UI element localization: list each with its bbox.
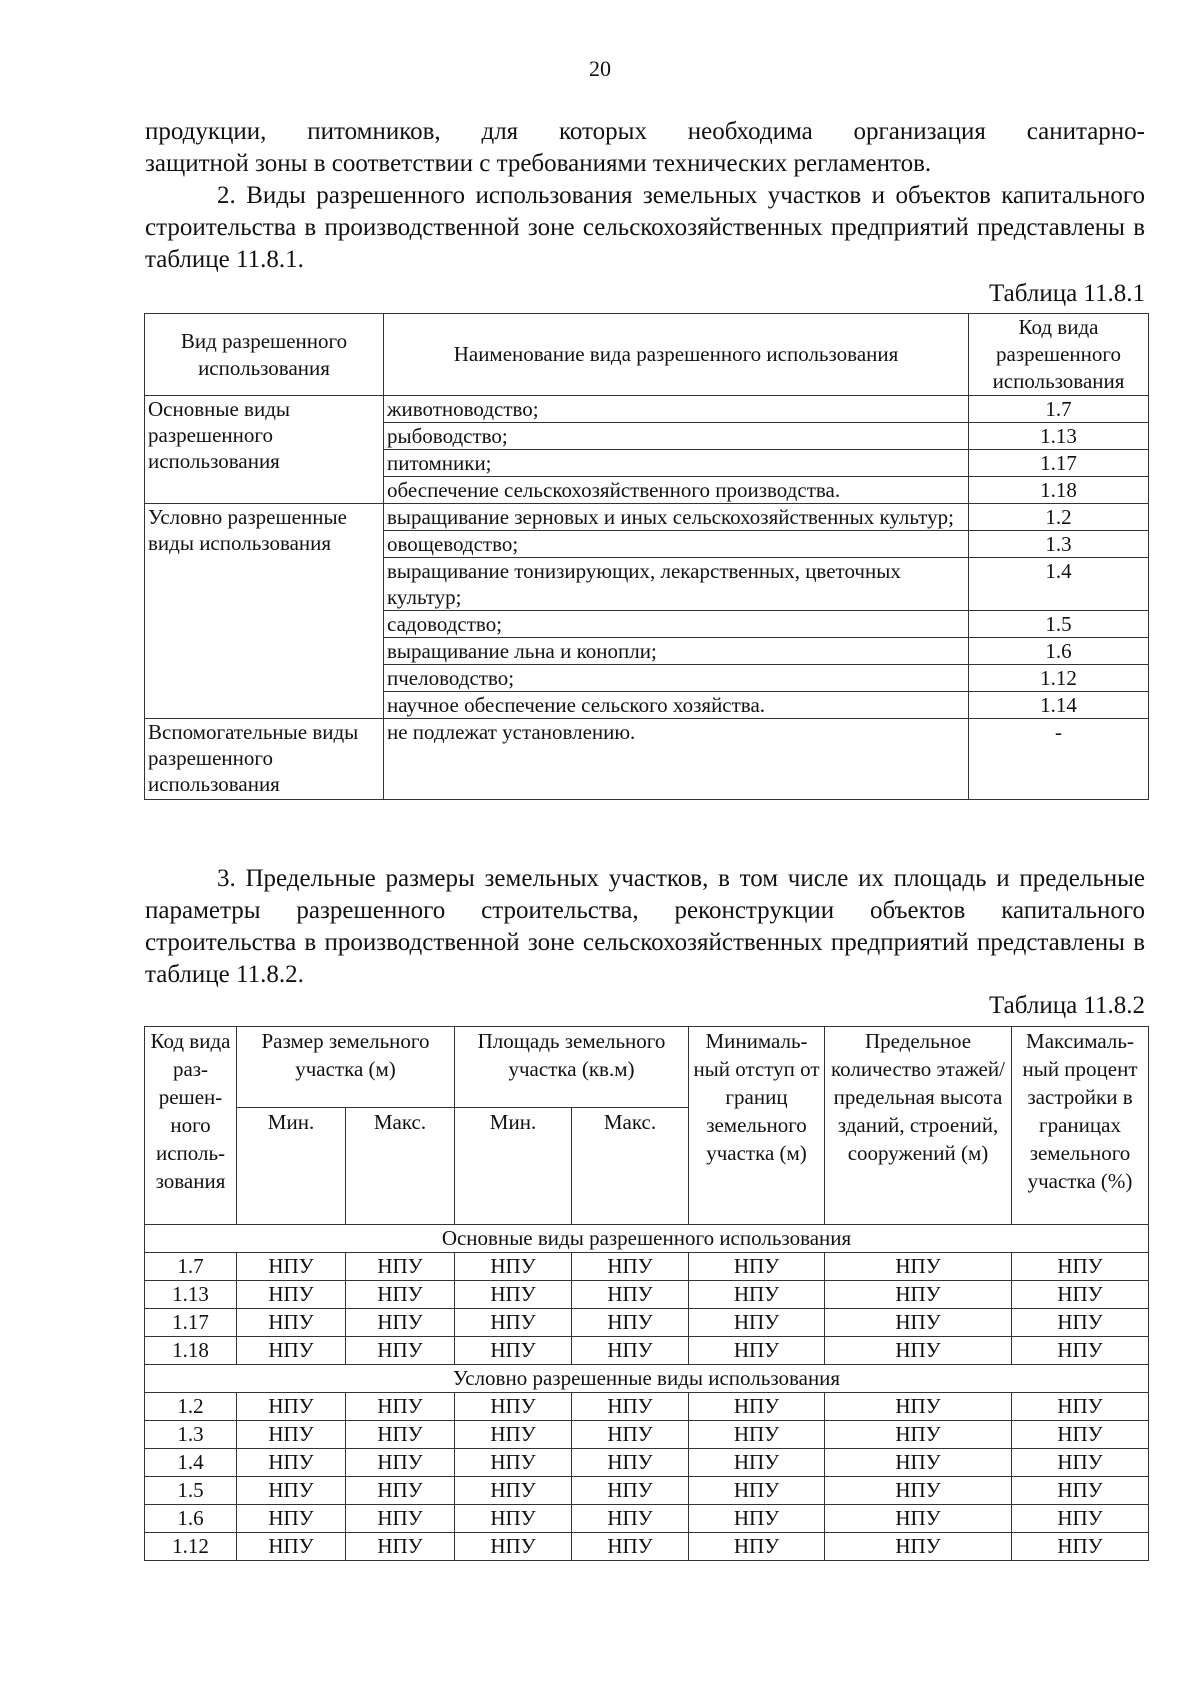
table-1-use-name: пчеловодство; <box>384 665 969 692</box>
table-2-use-code: 1.18 <box>145 1337 237 1365</box>
table-2-value-cell: НПУ <box>237 1533 346 1561</box>
table-2-value-cell: НПУ <box>572 1393 689 1421</box>
table-2-value-cell: НПУ <box>455 1309 572 1337</box>
table-2-value-cell: НПУ <box>1012 1309 1149 1337</box>
table-1-use-code: - <box>969 719 1149 800</box>
table-1-use-code: 1.3 <box>969 531 1149 558</box>
table-2-value-cell: НПУ <box>825 1309 1012 1337</box>
table-2-value-cell: НПУ <box>689 1309 825 1337</box>
table-2-section-title: Основные виды разрешенного использования <box>145 1225 1149 1253</box>
table-2-value-cell: НПУ <box>825 1393 1012 1421</box>
table-1-use-code: 1.17 <box>969 450 1149 477</box>
table-1-use-name: овощеводство; <box>384 531 969 558</box>
table-2-use-code: 1.4 <box>145 1449 237 1477</box>
table-row <box>145 1309 1149 1337</box>
table-1-use-code: 1.7 <box>969 396 1149 423</box>
table-2-value-cell: НПУ <box>1012 1477 1149 1505</box>
table-2-use-code: 1.5 <box>145 1477 237 1505</box>
table-1-use-name: питомники; <box>384 450 969 477</box>
table-2-value-cell: НПУ <box>825 1337 1012 1365</box>
table-1-use-code: 1.2 <box>969 504 1149 531</box>
table-2-value-cell: НПУ <box>346 1505 455 1533</box>
table-2-value-cell: НПУ <box>1012 1337 1149 1365</box>
table-2-value-cell: НПУ <box>346 1533 455 1561</box>
paragraph-2: 2. Виды разрешенного использования земельных участков и объектов капитального строительства в производственной зоне сельскохозяйственных предприятий представлены в таблице 11.8.1. <box>145 182 1145 273</box>
table-2-value-cell: НПУ <box>455 1449 572 1477</box>
table-row <box>145 504 1149 531</box>
table-2-value-cell: НПУ <box>455 1393 572 1421</box>
table-2-caption: Таблица 11.8.2 <box>989 992 1145 1019</box>
paragraph-1-line-2: защитной зоны в соответствии с требованиями технических регламентов. <box>145 150 932 177</box>
table-1-use-name: обеспечение сельскохозяйственного производства. <box>384 477 969 504</box>
table-2-value-cell: НПУ <box>237 1337 346 1365</box>
table-2-value-cell: НПУ <box>237 1449 346 1477</box>
table-2-section-title: Условно разрешенные виды использования <box>145 1365 1149 1393</box>
table-1-use-name: не подлежат установлению. <box>384 719 969 800</box>
table-1-header-type: Вид разрешенного использования <box>145 314 384 396</box>
table-1-use-name: научное обеспечение сельского хозяйства. <box>384 692 969 719</box>
table-2-value-cell: НПУ <box>825 1449 1012 1477</box>
table-2-header-area-max: Макс. <box>572 1108 689 1225</box>
table-2-value-cell: НПУ <box>825 1421 1012 1449</box>
table-2-use-code: 1.17 <box>145 1309 237 1337</box>
table-2-header-coverage: Максималь-ный процент застройки в границах земельного участка (%) <box>1012 1027 1149 1225</box>
table-2-header-setback: Минималь-ный отступ от границ земельного участка (м) <box>689 1027 825 1225</box>
table-1-group-label: Основные виды разрешенного использования <box>145 396 384 504</box>
paragraph-1-line-1: продукции, питомников, для которых необходима организация санитарно- <box>145 118 1145 145</box>
table-2-value-cell: НПУ <box>346 1309 455 1337</box>
table-2-value-cell: НПУ <box>237 1253 346 1281</box>
table-2-value-cell: НПУ <box>237 1281 346 1309</box>
table-2-value-cell: НПУ <box>572 1253 689 1281</box>
table-2-value-cell: НПУ <box>455 1505 572 1533</box>
table-2-value-cell: НПУ <box>689 1393 825 1421</box>
table-2-value-cell: НПУ <box>572 1449 689 1477</box>
table-2-value-cell: НПУ <box>1012 1281 1149 1309</box>
table-2-value-cell: НПУ <box>689 1253 825 1281</box>
table-1-header-name: Наименование вида разрешенного использования <box>384 314 969 396</box>
table-2-value-cell: НПУ <box>689 1281 825 1309</box>
table-1-use-code: 1.5 <box>969 611 1149 638</box>
table-2-value-cell: НПУ <box>237 1477 346 1505</box>
table-2-value-cell: НПУ <box>455 1337 572 1365</box>
table-2-value-cell: НПУ <box>572 1281 689 1309</box>
table-1-use-name: выращивание зерновых и иных сельскохозяйственных культур; <box>384 504 969 531</box>
table-2-value-cell: НПУ <box>1012 1253 1149 1281</box>
table-2-value-cell: НПУ <box>825 1533 1012 1561</box>
table-2-value-cell: НПУ <box>572 1309 689 1337</box>
table-2-value-cell: НПУ <box>346 1393 455 1421</box>
table-1-use-name: выращивание льна и конопли; <box>384 638 969 665</box>
table-2-section-row <box>145 1225 1149 1253</box>
table-row <box>145 719 1149 800</box>
table-2-value-cell: НПУ <box>346 1337 455 1365</box>
table-row <box>145 1337 1149 1365</box>
table-1-use-code: 1.13 <box>969 423 1149 450</box>
table-2-value-cell: НПУ <box>455 1477 572 1505</box>
table-row <box>145 1393 1149 1421</box>
table-1-group-label: Условно разрешенные виды использования <box>145 504 384 719</box>
table-2-header-floors: Предельное количество этажей/ предельная высота зданий, строений, сооружений (м) <box>825 1027 1012 1225</box>
table-2-value-cell: НПУ <box>572 1505 689 1533</box>
table-2-value-cell: НПУ <box>237 1505 346 1533</box>
table-2-value-cell: НПУ <box>689 1337 825 1365</box>
table-2-value-cell: НПУ <box>689 1421 825 1449</box>
table-2-use-code: 1.6 <box>145 1505 237 1533</box>
table-1-use-name: выращивание тонизирующих, лекарственных, цветочных культур; <box>384 558 969 611</box>
page-number: 20 <box>589 56 611 81</box>
table-2-value-cell: НПУ <box>237 1421 346 1449</box>
table-2-value-cell: НПУ <box>346 1253 455 1281</box>
table-2-value-cell: НПУ <box>237 1309 346 1337</box>
table-2-header-size-min: Мин. <box>237 1108 346 1225</box>
table-2-value-cell: НПУ <box>455 1533 572 1561</box>
table-2-header-area: Площадь земельного участка (кв.м) <box>455 1027 689 1108</box>
table-2-value-cell: НПУ <box>455 1281 572 1309</box>
table-1-use-code: 1.4 <box>969 558 1149 611</box>
table-2-header-area-min: Мин. <box>455 1108 572 1225</box>
table-1-group-label: Вспомогательные виды разрешенного использования <box>145 719 384 800</box>
table-2-value-cell: НПУ <box>1012 1449 1149 1477</box>
table-2-value-cell: НПУ <box>455 1421 572 1449</box>
table-1-header-row <box>145 314 1149 396</box>
table-2-value-cell: НПУ <box>346 1421 455 1449</box>
table-1-use-code: 1.14 <box>969 692 1149 719</box>
table-row <box>145 396 1149 423</box>
table-2-value-cell: НПУ <box>1012 1533 1149 1561</box>
table-2-value-cell: НПУ <box>346 1477 455 1505</box>
table-row <box>145 1505 1149 1533</box>
table-2-value-cell: НПУ <box>455 1253 572 1281</box>
table-2-section-row <box>145 1365 1149 1393</box>
table-1-header-code: Код вида разрешенного использования <box>969 314 1149 396</box>
table-1-caption: Таблица 11.8.1 <box>989 280 1145 307</box>
table-2-value-cell: НПУ <box>825 1253 1012 1281</box>
paragraph-3: 3. Предельные размеры земельных участков, в том числе их площадь и предельные параметры разрешенного строительства, реконструкции объектов капитального строительства в производственной зоне сельскохозяйственных предприятий представлены в таблице 11.8.2. <box>145 865 1145 988</box>
table-2-value-cell: НПУ <box>237 1393 346 1421</box>
table-1-use-code: 1.12 <box>969 665 1149 692</box>
table-2-value-cell: НПУ <box>346 1449 455 1477</box>
table-2-header-size-max: Макс. <box>346 1108 455 1225</box>
table-row <box>145 1449 1149 1477</box>
table-row <box>145 1477 1149 1505</box>
table-2-value-cell: НПУ <box>689 1533 825 1561</box>
table-2-header-code: Код вида раз-решен-ного исполь-зования <box>145 1027 237 1225</box>
table-1-use-code: 1.6 <box>969 638 1149 665</box>
table-2-use-code: 1.3 <box>145 1421 237 1449</box>
table-2-use-code: 1.7 <box>145 1253 237 1281</box>
table-2-value-cell: НПУ <box>1012 1421 1149 1449</box>
table-2-value-cell: НПУ <box>825 1477 1012 1505</box>
table-2-value-cell: НПУ <box>572 1533 689 1561</box>
table-1-use-code: 1.18 <box>969 477 1149 504</box>
table-2-value-cell: НПУ <box>572 1337 689 1365</box>
table-2-use-code: 1.2 <box>145 1393 237 1421</box>
table-2-value-cell: НПУ <box>1012 1505 1149 1533</box>
table-land-parameters <box>144 1026 1149 1561</box>
table-2-value-cell: НПУ <box>825 1281 1012 1309</box>
table-1-use-name: садоводство; <box>384 611 969 638</box>
table-2-use-code: 1.13 <box>145 1281 237 1309</box>
table-2-value-cell: НПУ <box>689 1477 825 1505</box>
table-2-value-cell: НПУ <box>825 1505 1012 1533</box>
table-1-use-name: рыбоводство; <box>384 423 969 450</box>
table-2-use-code: 1.12 <box>145 1533 237 1561</box>
table-2-value-cell: НПУ <box>1012 1393 1149 1421</box>
table-land-use-types <box>144 313 1149 800</box>
table-2-header-size: Размер земельного участка (м) <box>237 1027 455 1108</box>
table-2-value-cell: НПУ <box>572 1421 689 1449</box>
table-2-value-cell: НПУ <box>572 1477 689 1505</box>
table-row <box>145 1253 1149 1281</box>
table-row <box>145 1533 1149 1561</box>
table-2-value-cell: НПУ <box>346 1281 455 1309</box>
table-row <box>145 1421 1149 1449</box>
table-2-header-row-1 <box>145 1027 1149 1108</box>
table-2-value-cell: НПУ <box>689 1505 825 1533</box>
table-2-value-cell: НПУ <box>689 1449 825 1477</box>
table-row <box>145 1281 1149 1309</box>
table-1-use-name: животноводство; <box>384 396 969 423</box>
